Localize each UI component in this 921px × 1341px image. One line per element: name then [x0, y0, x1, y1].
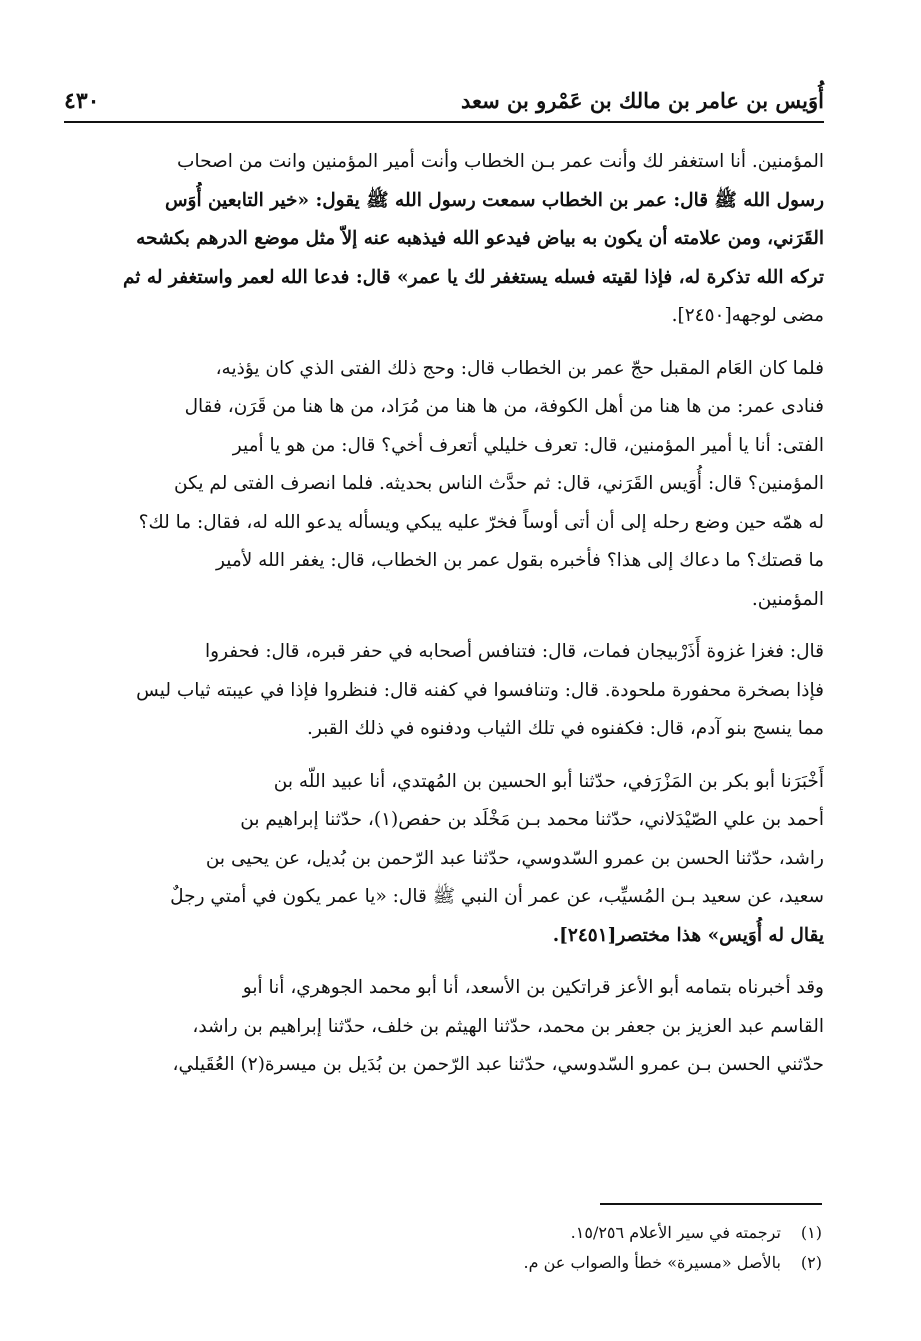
text-line: فإذا بصخرة محفورة ملحودة. قال: وتنافسوا في كفنه قال: فنظروا فإذا في عيبته ثياب ليس: [136, 679, 824, 701]
footnote-text: بالأصل «مسيرة» خطأ والصواب عن م.: [523, 1253, 781, 1272]
text-line: المؤمنين.: [751, 588, 824, 610]
paragraph-2: [64, 350, 824, 620]
footnote-number: (٢): [800, 1253, 822, 1272]
text-line: رسول الله ﷺ قال: عمر بن الخطاب سمعت رسول الله ﷺ يقول: «خير التابعين أُوَس: [164, 189, 824, 211]
running-title: أُوَيس بن عامر بن مالك بن عَمْرو بن سعد: [460, 88, 824, 113]
footnote-number: (١): [800, 1223, 822, 1242]
paragraph-3: [64, 633, 824, 749]
text-line: أَخْبَرَنا أبو بكر بن المَزْرَفي، حدّثنا أبو الحسين بن المُهتدي، أنا عبيد اللّه بن: [273, 770, 824, 792]
text-line: وقد أخبرناه بتمامه أبو الأعز قراتكين بن الأسعد، أنا أبو محمد الجوهري، أنا أبو: [242, 977, 824, 998]
text-line: فلما كان العَام المقبل حجّ عمر بن الخطاب قال: وحج ذلك الفتى الذي كان يؤذيه،: [215, 357, 824, 379]
text-line: حدّثني الحسن بـن عمرو السّدوسي، حدّثنا عبد الرّحمن بن بُدَيل بن ميسرة(٢) العُقَيلي،: [172, 1054, 824, 1075]
text-line: الفتى: أنا يا أمير المؤمنين، قال: تعرف خليلي أتعرف أخي؟ قال: من هو يا أمير: [232, 434, 824, 456]
text-line: يقال له أُوَيس» هذا مختصر[٢٤٥١].: [552, 924, 824, 946]
footnote: [64, 1218, 822, 1248]
main-text: [64, 143, 824, 1085]
paragraph-1: [64, 143, 824, 336]
paragraph-5: [64, 969, 824, 1085]
text-line: راشد، حدّثنا الحسن بن عمرو السّدوسي، حدّثنا عبد الرّحمن بن بُديل، عن يحيى بن: [205, 847, 824, 869]
text-line: مما ينسج بنو آدم، قال: فكفنوه في تلك الثياب ودفنوه في ذلك القبر.: [307, 718, 824, 739]
text-line: القَرَني، ومن علامته أن يكون به بياض فيدعو الله فيذهبه عنه إلاّ مثل موضع الدرهم بكشحه: [136, 228, 824, 249]
footnote-text: ترجمته في سير الأعلام ١٥/٢٥٦.: [570, 1223, 781, 1242]
page-number: ٤٣٠: [64, 88, 100, 114]
paragraph-4: [64, 763, 824, 956]
footnotes: [64, 1218, 822, 1278]
page-header: [64, 86, 824, 120]
text-line: أحمد بن علي الصّيْدَلاني، حدّثنا محمد بـن مَخْلَد بن حفص(١)، حدّثنا إبراهيم بن: [240, 809, 824, 830]
text-line: مضى لوجهه[٢٤٥٠].: [671, 305, 824, 326]
text-line: المؤمنين؟ قال: أُوَيس القَرَني، قال: ثم حدَّث الناس بحديثه. فلما انصرف الفتى لم يكن: [174, 473, 824, 494]
text-line: المؤمنين. أنا استغفر لك وأنت عمر بـن الخطاب وأنت أمير المؤمنين وانت من اصحاب: [177, 151, 824, 172]
footnote-rule: [600, 1203, 822, 1205]
text-line: له همّه حين وضع رحله إلى أن أتى أوساً فخرّ عليه يبكي ويسأله يدعو الله له، فقال: ما لك؟: [138, 511, 824, 533]
footnote: [64, 1248, 822, 1278]
text-line: قال: فغزا غزوة أَذَرْبيجان فمات، قال: فتنافس أصحابه في حفر قبره، قال: فحفروا: [205, 641, 824, 662]
header-rule: [64, 121, 824, 123]
text-line: فنادى عمر: من ها هنا من أهل الكوفة، من ها هنا من مُرَاد، من ها هنا من قَرَن، فقال: [184, 396, 824, 417]
text-line: ما قصتك؟ ما دعاك إلى هذا؟ فأخبره بقول عمر بن الخطاب، قال: يغفر الله لأمير: [216, 550, 824, 571]
text-line: القاسم عبد العزيز بن جعفر بن محمد، حدّثنا الهيثم بن خلف، حدّثنا إبراهيم بن راشد،: [192, 1015, 824, 1037]
text-line: سعيد، عن سعيد بـن المُسيِّب، عن عمر أن النبي ﷺ قال: «يا عمر يكون في أمتي رجلٌ: [170, 886, 824, 907]
text-line: تركه الله تذكرة له، فإذا لقيته فسله يستغفر لك يا عمر» قال: فدعا الله لعمر واستغفر له ثم: [123, 266, 824, 288]
